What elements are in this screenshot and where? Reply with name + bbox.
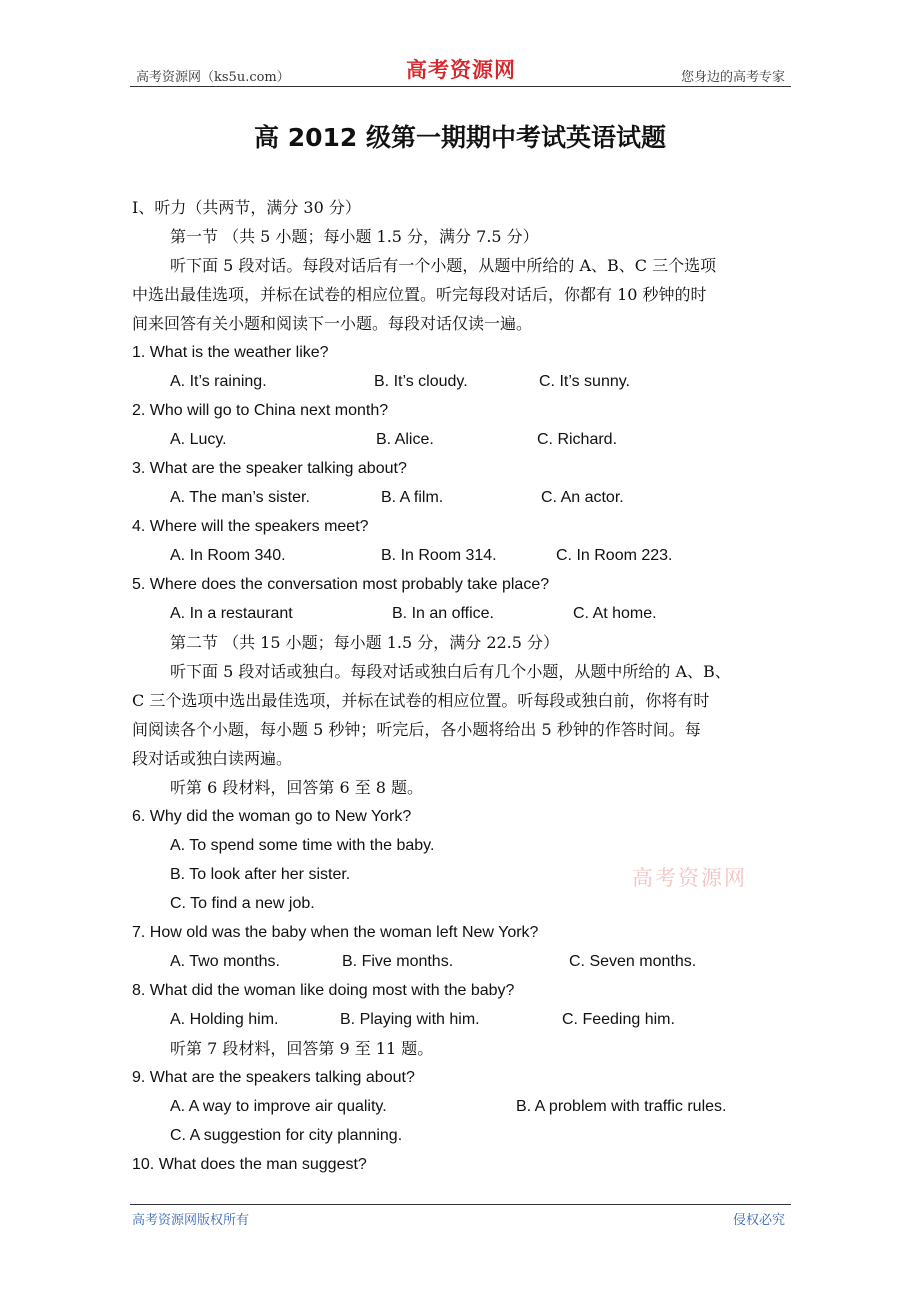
question-stem: 9. What are the speakers talking about? (132, 1069, 415, 1086)
header-logo: 高考资源网 (406, 57, 516, 82)
part1-heading: 第一节 （共 5 小题；每小题 1.5 分，满分 7.5 分） (170, 227, 539, 246)
option-c: C. Seven months. (569, 953, 697, 970)
instruction-line: 听下面 5 段对话或独白。每段对话或独白后有几个小题，从题中所给的 A、B、 (170, 662, 731, 681)
option-c: C. An actor. (541, 489, 624, 506)
page-footer (130, 1204, 791, 1227)
page-title: 高 2012 级第一期期中考试英语试题 (254, 123, 666, 152)
instruction-line: 段对话或独白读两遍。 (132, 749, 293, 768)
option-c: C. To find a new job. (170, 895, 315, 912)
option-c: C. It’s sunny. (539, 373, 630, 390)
question-stem: 1. What is the weather like? (132, 344, 329, 361)
option-b: B. A problem with traffic rules. (516, 1098, 727, 1115)
option-b: B. In an office. (392, 605, 494, 622)
option-c: C. Feeding him. (562, 1011, 675, 1028)
question-stem: 10. What does the man suggest? (132, 1156, 367, 1173)
option-a: A. Two months. (170, 953, 280, 970)
section-heading: I、听力（共两节，满分 30 分） (132, 198, 361, 217)
footer-copyright: 高考资源网版权所有 (132, 1213, 250, 1228)
question-stem: 4. Where will the speakers meet? (132, 518, 369, 535)
material-note: 听第 6 段材料，回答第 6 至 8 题。 (170, 778, 424, 797)
option-a: A. In Room 340. (170, 547, 286, 564)
instruction-line: 听下面 5 段对话。每段对话后有一个小题，从题中所给的 A、B、C 三个选项 (170, 256, 717, 275)
option-a: A. To spend some time with the baby. (170, 837, 435, 854)
instruction-line: 中选出最佳选项，并标在试卷的相应位置。听完每段对话后，你都有 10 秒钟的时 (132, 285, 707, 304)
question-stem: 8. What did the woman like doing most with the baby? (132, 982, 515, 999)
footer-notice: 侵权必究 (732, 1213, 785, 1228)
question-stem: 7. How old was the baby when the woman left New York? (132, 924, 539, 941)
option-b: B. It’s cloudy. (374, 373, 468, 390)
option-a: A. In a restaurant (170, 605, 293, 622)
page-header (130, 57, 791, 87)
option-b: B. Playing with him. (340, 1011, 480, 1028)
option-a: A. It’s raining. (170, 373, 267, 390)
option-b: B. Alice. (376, 431, 434, 448)
instruction-line: C 三个选项中选出最佳选项，并标在试卷的相应位置。听每段或独白前，你将有时 (132, 691, 710, 710)
question-stem: 2. Who will go to China next month? (132, 402, 389, 419)
option-c: C. In Room 223. (556, 547, 673, 564)
option-a: A. A way to improve air quality. (170, 1098, 387, 1115)
option-c: C. A suggestion for city planning. (170, 1127, 403, 1144)
header-slogan: 您身边的高考专家 (680, 70, 785, 85)
option-b: B. In Room 314. (381, 547, 497, 564)
option-a: A. The man’s sister. (170, 489, 310, 506)
watermark: 高考资源网 (632, 866, 747, 890)
option-a: A. Holding him. (170, 1011, 279, 1028)
option-b: B. To look after her sister. (170, 866, 351, 883)
part2-heading: 第二节 （共 15 小题；每小题 1.5 分，满分 22.5 分） (170, 633, 560, 652)
instruction-line: 间来回答有关小题和阅读下一小题。每段对话仅读一遍。 (132, 314, 533, 333)
instruction-line: 间阅读各个小题，每小题 5 秒钟；听完后，各小题将给出 5 秒钟的作答时间。每 (132, 720, 701, 739)
option-b: B. A film. (381, 489, 444, 506)
material-note: 听第 7 段材料，回答第 9 至 11 题。 (170, 1039, 434, 1058)
question-stem: 6. Why did the woman go to New York? (132, 808, 412, 825)
option-c: C. At home. (573, 605, 657, 622)
option-b: B. Five months. (342, 953, 454, 970)
question-stem: 5. Where does the conversation most probably take place? (132, 576, 550, 593)
header-source: 高考资源网（ks5u.com） (136, 70, 290, 85)
question-stem: 3. What are the speaker talking about? (132, 460, 407, 477)
option-a: A. Lucy. (170, 431, 227, 448)
option-c: C. Richard. (537, 431, 618, 448)
